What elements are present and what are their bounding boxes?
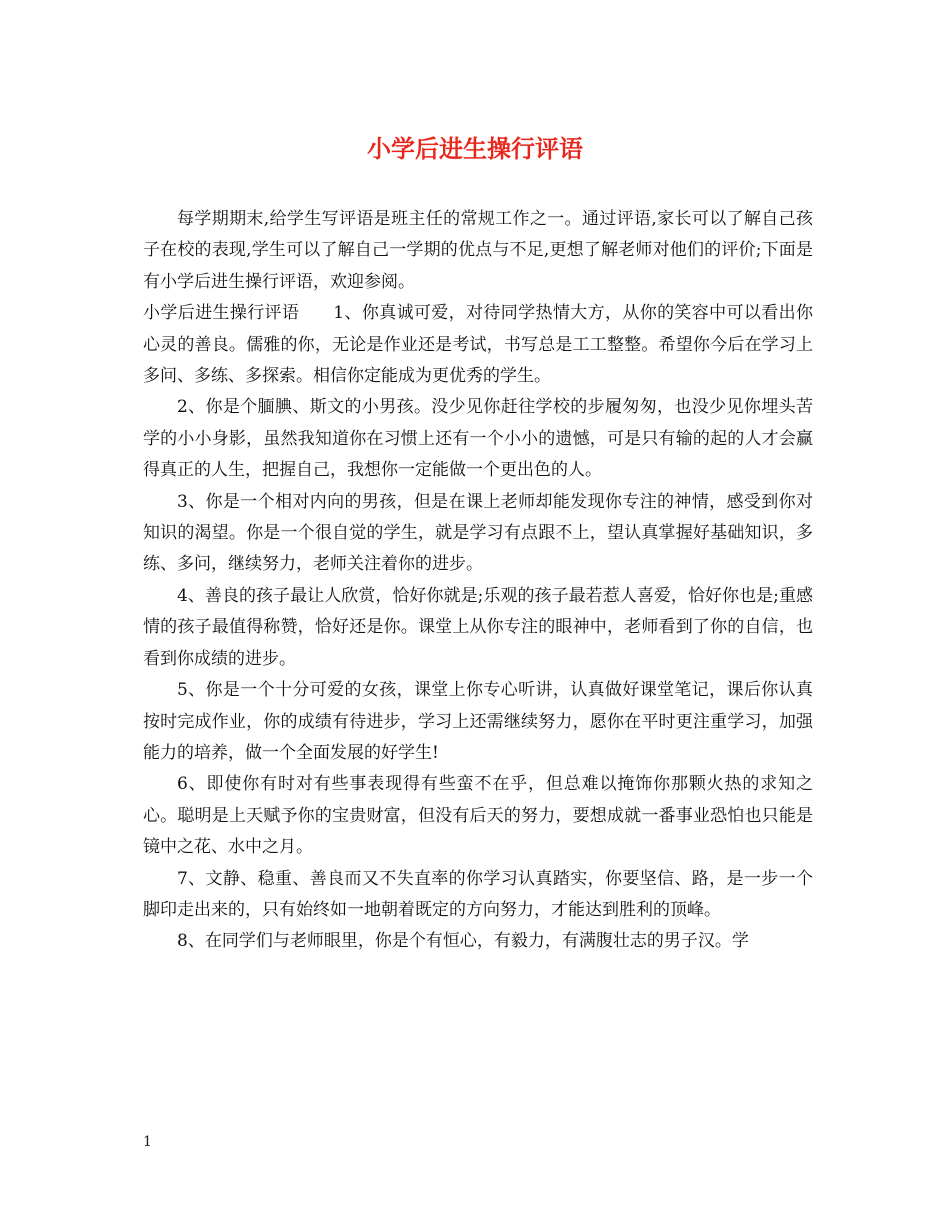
comment-paragraph-6: 6、即使你有时对有些事表现得有些蛮不在乎，但总难以掩饰你那颗火热的求知之心。聪明是上天赋予你的宝贵财富，但没有后天的努力，要想成就一番事业恐怕也只能是镜中之花、水中之月。 [143, 774, 813, 858]
comment-paragraph-2: 2、你是个腼腆、斯文的小男孩。没少见你赶往学校的步履匆匆，也没少见你埋头苦学的小小身影，虽然我知道你在习惯上还有一个小小的遗憾，可是只有输的起的人才会赢得真正的人生，把握自己，我想你一定能做一个更出色的人。 [143, 397, 813, 481]
comment-paragraph-5: 5、你是一个十分可爱的女孩，课堂上你专心听讲，认真做好课堂笔记，课后你认真按时完成作业，你的成绩有待进步，学习上还需继续努力，愿你在平时更注重学习，加强能力的培养，做一个全面发展的好学生! [143, 680, 813, 763]
comment-paragraph-3: 3、你是一个相对内向的男孩，但是在课上老师却能发现你专注的神情，感受到你对知识的渴望。你是一个很自觉的学生，就是学习有点跟不上，望认真掌握好基础知识，多练、多问，继续努力，老师关注着你的进步。 [143, 491, 813, 575]
section-first-paragraph [143, 298, 813, 392]
comment-paragraph-7: 7、文静、稳重、善良而又不失直率的你学习认真踏实，你要坚信、路，是一步一个脚印走出来的，只有始终如一地朝着既定的方向努力，才能达到胜利的顶峰。 [143, 868, 813, 920]
intro-paragraph: 每学期期末,给学生写评语是班主任的常规工作之一。通过评语,家长可以了解自己孩子在校的表现,学生可以了解自己一学期的优点与不足,更想了解老师对他们的评价;下面是有小学后进生操行评语，欢迎参阅。 [143, 209, 813, 292]
document-title: 小学后进生操行评语 [367, 134, 583, 163]
comment-paragraph-4: 4、善良的孩子最让人欣赏，恰好你就是;乐观的孩子最若惹人喜爱，恰好你也是;重感情的孩子最值得称赞，恰好还是你。课堂上从你专注的眼神中，老师看到了你的自信，也看到你成绩的进步。 [143, 585, 813, 669]
page-number: 1 [143, 1134, 152, 1150]
comment-paragraph-1: 1、你真诚可爱，对待同学热情大方，从你的笑容中可以看出你心灵的善良。儒雅的你，无论是作业还是考试，书写总是工工整整。希望你今后在学习上多问、多练、多探索。相信你定能成为更优秀的学生。 [143, 303, 813, 387]
comment-paragraph-8: 8、在同学们与老师眼里，你是个有恒心，有毅力，有满腹壮志的男子汉。学 [177, 931, 749, 952]
section-heading: 小学后进生操行评语 [143, 303, 300, 324]
document-body [143, 204, 813, 958]
